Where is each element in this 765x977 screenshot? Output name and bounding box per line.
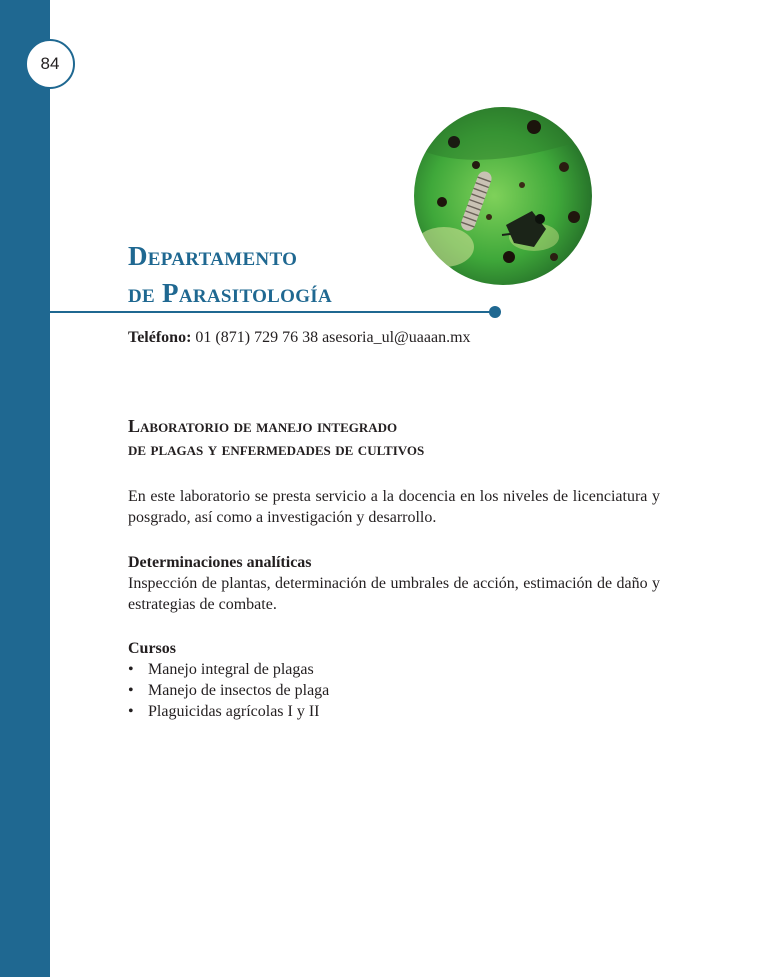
department-title [128,238,332,312]
phone-value: 01 (871) 729 76 38 asesoria_ul@uaaan.mx [195,329,471,346]
list-item [128,659,660,680]
contact-line [128,328,471,348]
analyses-section [128,552,660,615]
courses-heading: Cursos [128,640,177,657]
page-number [25,39,75,89]
list-item [128,701,660,722]
analyses-text: Inspección de plantas, determinación de umbrales de acción, estimación de daño y estrategias de combate. [128,575,660,613]
side-color-band [0,0,50,977]
laboratory-title-line2: de plagas y enfermedades de cultivos [128,439,425,459]
courses-list [128,659,660,722]
list-item [128,680,660,701]
courses-section [128,638,660,722]
course-name: Manejo de insectos de plaga [148,682,330,699]
bullet-icon: • [128,661,134,678]
course-name: Plaguicidas agrícolas I y II [148,703,320,720]
bullet-icon: • [128,682,134,699]
course-name: Manejo integral de plagas [148,661,314,678]
phone-label: Teléfono: [128,329,192,346]
photo-image [414,107,592,285]
department-title-line2: de Parasitología [128,278,333,308]
title-divider [50,311,494,313]
laboratory-title-line1: Laboratorio de manejo integrado [128,416,398,436]
laboratory-intro: En este laboratorio se presta servicio a la docencia en los niveles de licenciatura y posgrado, así como a investigación y desarrollo. [128,488,660,526]
page-number-text: 84 [40,54,60,73]
pest-photo [414,107,592,285]
analyses-heading: Determinaciones analíticas [128,554,312,571]
bullet-icon: • [128,703,134,720]
department-title-line1: Departamento [128,241,298,271]
laboratory-title [128,415,424,461]
divider-dot [489,306,501,318]
